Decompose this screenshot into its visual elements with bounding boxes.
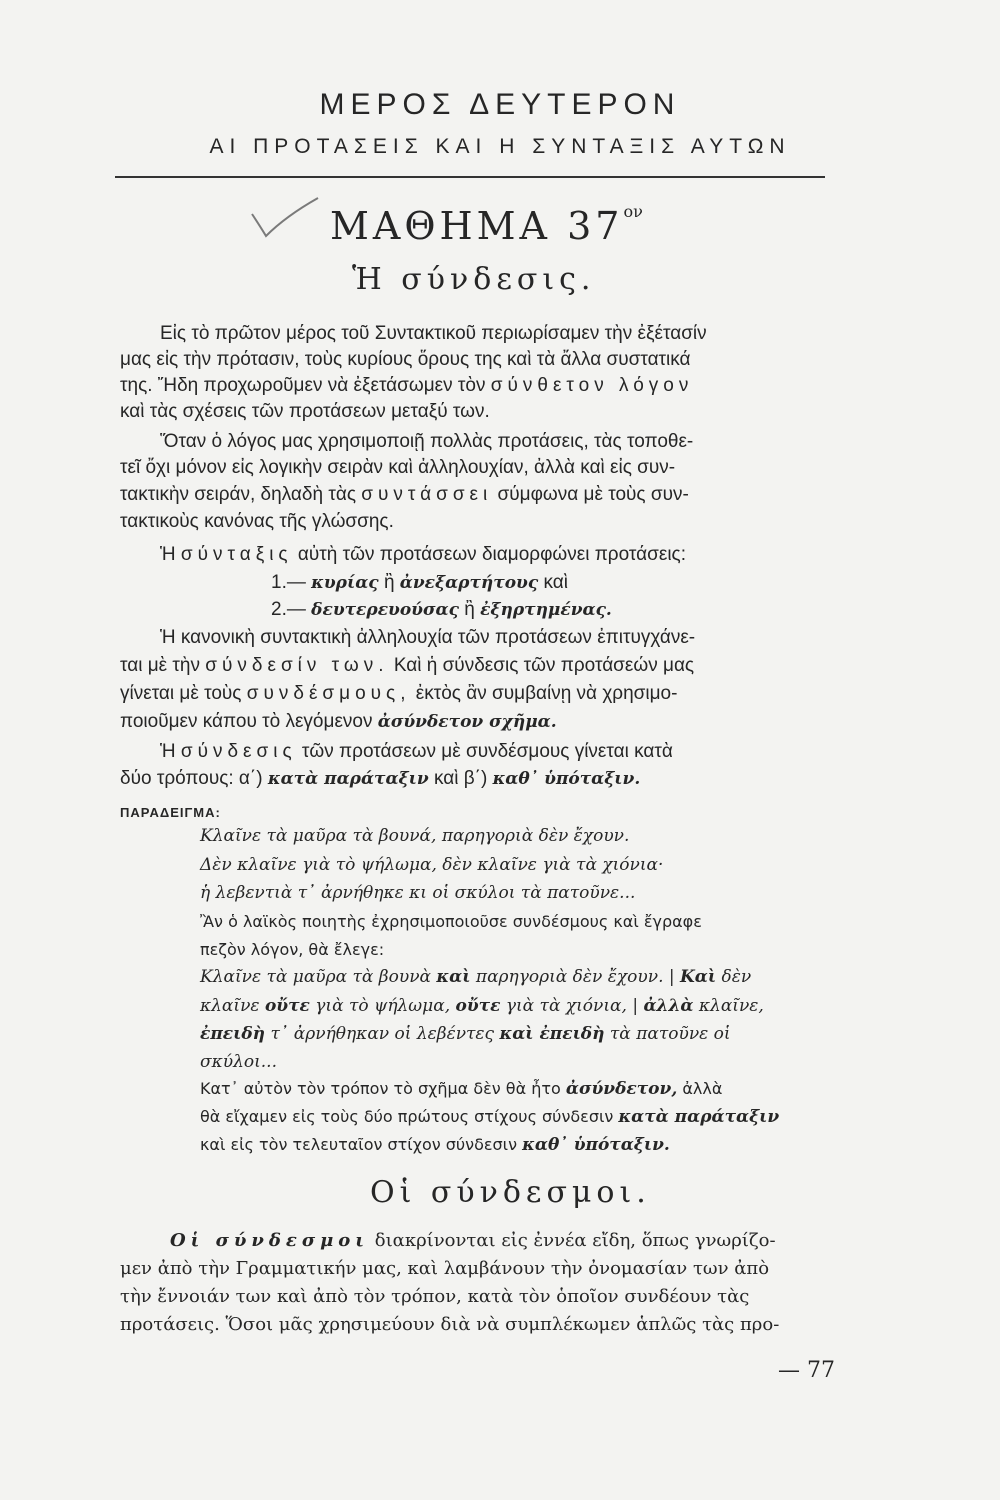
- emphasis-spaced: συνδέσμους,: [246, 683, 411, 704]
- text-line: τακτικὴν σειράν, δηλαδὴ τὰς συντάσσει σύμφωνα μὲ τοὺς συν-: [120, 484, 689, 505]
- text-line: πεζὸν λόγον, θὰ ἔλεγε:: [200, 940, 385, 959]
- text-line: δύο τρόπους: α΄) κατὰ παράταξιν καὶ β΄) καθ᾽ ὑπόταξιν.: [120, 768, 641, 789]
- section-title: Οἱ σύνδεσμοι.: [370, 1175, 651, 1210]
- emphasis-spaced: σύνθετον λόγον: [490, 375, 694, 396]
- lesson-label: ΜΑΘΗΜΑ 37: [330, 204, 624, 248]
- emphasis-spaced: σύνταξις: [180, 544, 293, 565]
- text-line: ται μὲ τὴν σύνδεσίν των. Καὶ ἡ σύνδεσις τῶν προτάσεών μας: [120, 655, 695, 676]
- verse-line: Κλαῖνε τὰ μαῦρα τὰ βουνὰ καὶ παρηγοριὰ δὲν ἔχουν. | Καὶ δὲν: [200, 967, 752, 987]
- text-line: καὶ εἰς τὸν τελευταῖον στίχον σύνδεσιν καθ᾽ ὑπόταξιν.: [200, 1135, 670, 1155]
- page-number: — 77: [778, 1358, 835, 1383]
- example-label: ΠΑΡΑΔΕΙΓΜΑ:: [120, 805, 221, 820]
- emphasis-spaced: σύνδεσις: [180, 741, 297, 762]
- part-title: ΜΕΡΟΣ ΔΕΥΤΕΡΟΝ: [319, 88, 681, 121]
- verse-line: ἡ λεβεντιὰ τ᾽ ἀρνήθηκε κι οἱ σκύλοι τὰ πατοῦνε...: [200, 883, 636, 903]
- emphasis-spaced: Οἱ σύνδεσμοι: [170, 1230, 370, 1251]
- verse-line: Κλαῖνε τὰ μαῦρα τὰ βουνά, παρηγοριὰ δὲν ἔχουν.: [200, 826, 630, 846]
- text-line: Κατ᾽ αὐτὸν τὸν τρόπον τὸ σχῆμα δὲν θὰ ἦτο ἀσύνδετον, ἀλλὰ: [200, 1079, 723, 1099]
- text-line: τὴν ἔννοιάν των καὶ ἀπὸ τὸν τρόπον, κατὰ τὸν ὁποῖον συνδέουν τὰς: [120, 1286, 750, 1307]
- text-line: γίνεται μὲ τοὺς συνδέσμους, ἐκτὸς ἂν συμβαίνῃ νὰ χρησιμο-: [120, 683, 678, 704]
- list-item: 1.— κυρίας ἢ ἀνεξαρτήτους καὶ: [271, 572, 568, 593]
- text-line: μεν ἀπὸ τὴν Γραμματικήν μας, καὶ λαμβάνουν τὴν ὀνομασίαν των ἀπὸ: [120, 1258, 770, 1279]
- text-line: προτάσεις. Ὅσοι μᾶς χρησιμεύουν διὰ νὰ συμπλέκωμεν ἁπλῶς τὰς προ-: [120, 1314, 780, 1335]
- text-line: θὰ εἴχαμεν εἰς τοὺς δύο πρώτους στίχους σύνδεσιν κατὰ παράταξιν: [200, 1107, 780, 1127]
- text-line: Ἡ σύνδεσις τῶν προτάσεων μὲ συνδέσμους γίνεται κατὰ: [160, 741, 673, 762]
- text-line: τακτικοὺς κανόνας τῆς γλώσσης.: [120, 511, 394, 532]
- verse-line: κλαῖνε οὔτε γιὰ τὸ ψήλωμα, οὔτε γιὰ τὰ χιόνια, | ἀλλὰ κλαῖνε,: [200, 996, 764, 1016]
- text-line: τεῖ ὄχι μόνον εἰς λογικὴν σειρὰν καὶ ἀλληλουχίαν, ἀλλὰ καὶ εἰς συν-: [120, 457, 676, 478]
- verse-line: σκύλοι...: [200, 1052, 277, 1072]
- part-subtitle: ΑΙ ΠΡΟΤΑΣΕΙΣ ΚΑΙ Η ΣΥΝΤΑΞΙΣ ΑΥΤΩΝ: [209, 135, 791, 158]
- title-rule: [115, 176, 825, 178]
- verse-line: Δὲν κλαῖνε γιὰ τὸ ψήλωμα, δὲν κλαῖνε γιὰ τὰ χιόνια·: [200, 855, 664, 875]
- text-line: καὶ τὰς σχέσεις τῶν προτάσεων μεταξύ των.: [120, 401, 490, 422]
- emphasis-spaced: συντάσσει: [361, 484, 493, 505]
- lesson-title: [330, 202, 643, 248]
- lesson-topic: Ἡ σύνδεσις.: [352, 262, 596, 297]
- emphasis-spaced: σύνδεσίν των.: [205, 655, 389, 676]
- text-line: ποιοῦμεν κάπου τὸ λεγόμενον ἀσύνδετον σχῆμα.: [120, 711, 557, 732]
- text-line: μας εἰς τὴν πρότασιν, τοὺς κυρίους ὅρους της καὶ τὰ ἄλλα συστατικά: [120, 349, 691, 370]
- list-item: 2.— δευτερευούσας ἢ ἐξηρτημένας.: [271, 599, 612, 620]
- text-line: Ἡ σύνταξις αὐτὴ τῶν προτάσεων διαμορφώνει προτάσεις:: [160, 544, 686, 565]
- pencil-checkmark-icon: [246, 196, 326, 244]
- verse-line: ἐπειδὴ τ᾽ ἀρνήθηκαν οἱ λεβέντες καὶ ἐπειδὴ τὰ πατοῦνε οἱ: [200, 1024, 731, 1044]
- text-line: Ἂν ὁ λαϊκὸς ποιητὴς ἐχρησιμοποιοῦσε συνδέσμους καὶ ἔγραφε: [200, 912, 702, 931]
- text-line: Οἱ σύνδεσμοι διακρίνονται εἰς ἐννέα εἴδη, ὅπως γνωρίζο-: [170, 1230, 776, 1251]
- text-line: της. Ἤδη προχωροῦμεν νὰ ἐξετάσωμεν τὸν σύνθετον λόγον: [120, 375, 694, 396]
- text-line: Ἡ κανονικὴ συντακτικὴ ἀλληλουχία τῶν προτάσεων ἐπιτυγχάνε-: [160, 627, 696, 648]
- text-line: Εἰς τὸ πρῶτον μέρος τοῦ Συντακτικοῦ περιωρίσαμεν τὴν ἐξέτασίν: [160, 323, 707, 344]
- text-line: Ὅταν ὁ λόγος μας χρησιμοποιῇ πολλὰς προτάσεις, τὰς τοποθε-: [160, 431, 694, 452]
- lesson-suffix: ον: [623, 202, 643, 221]
